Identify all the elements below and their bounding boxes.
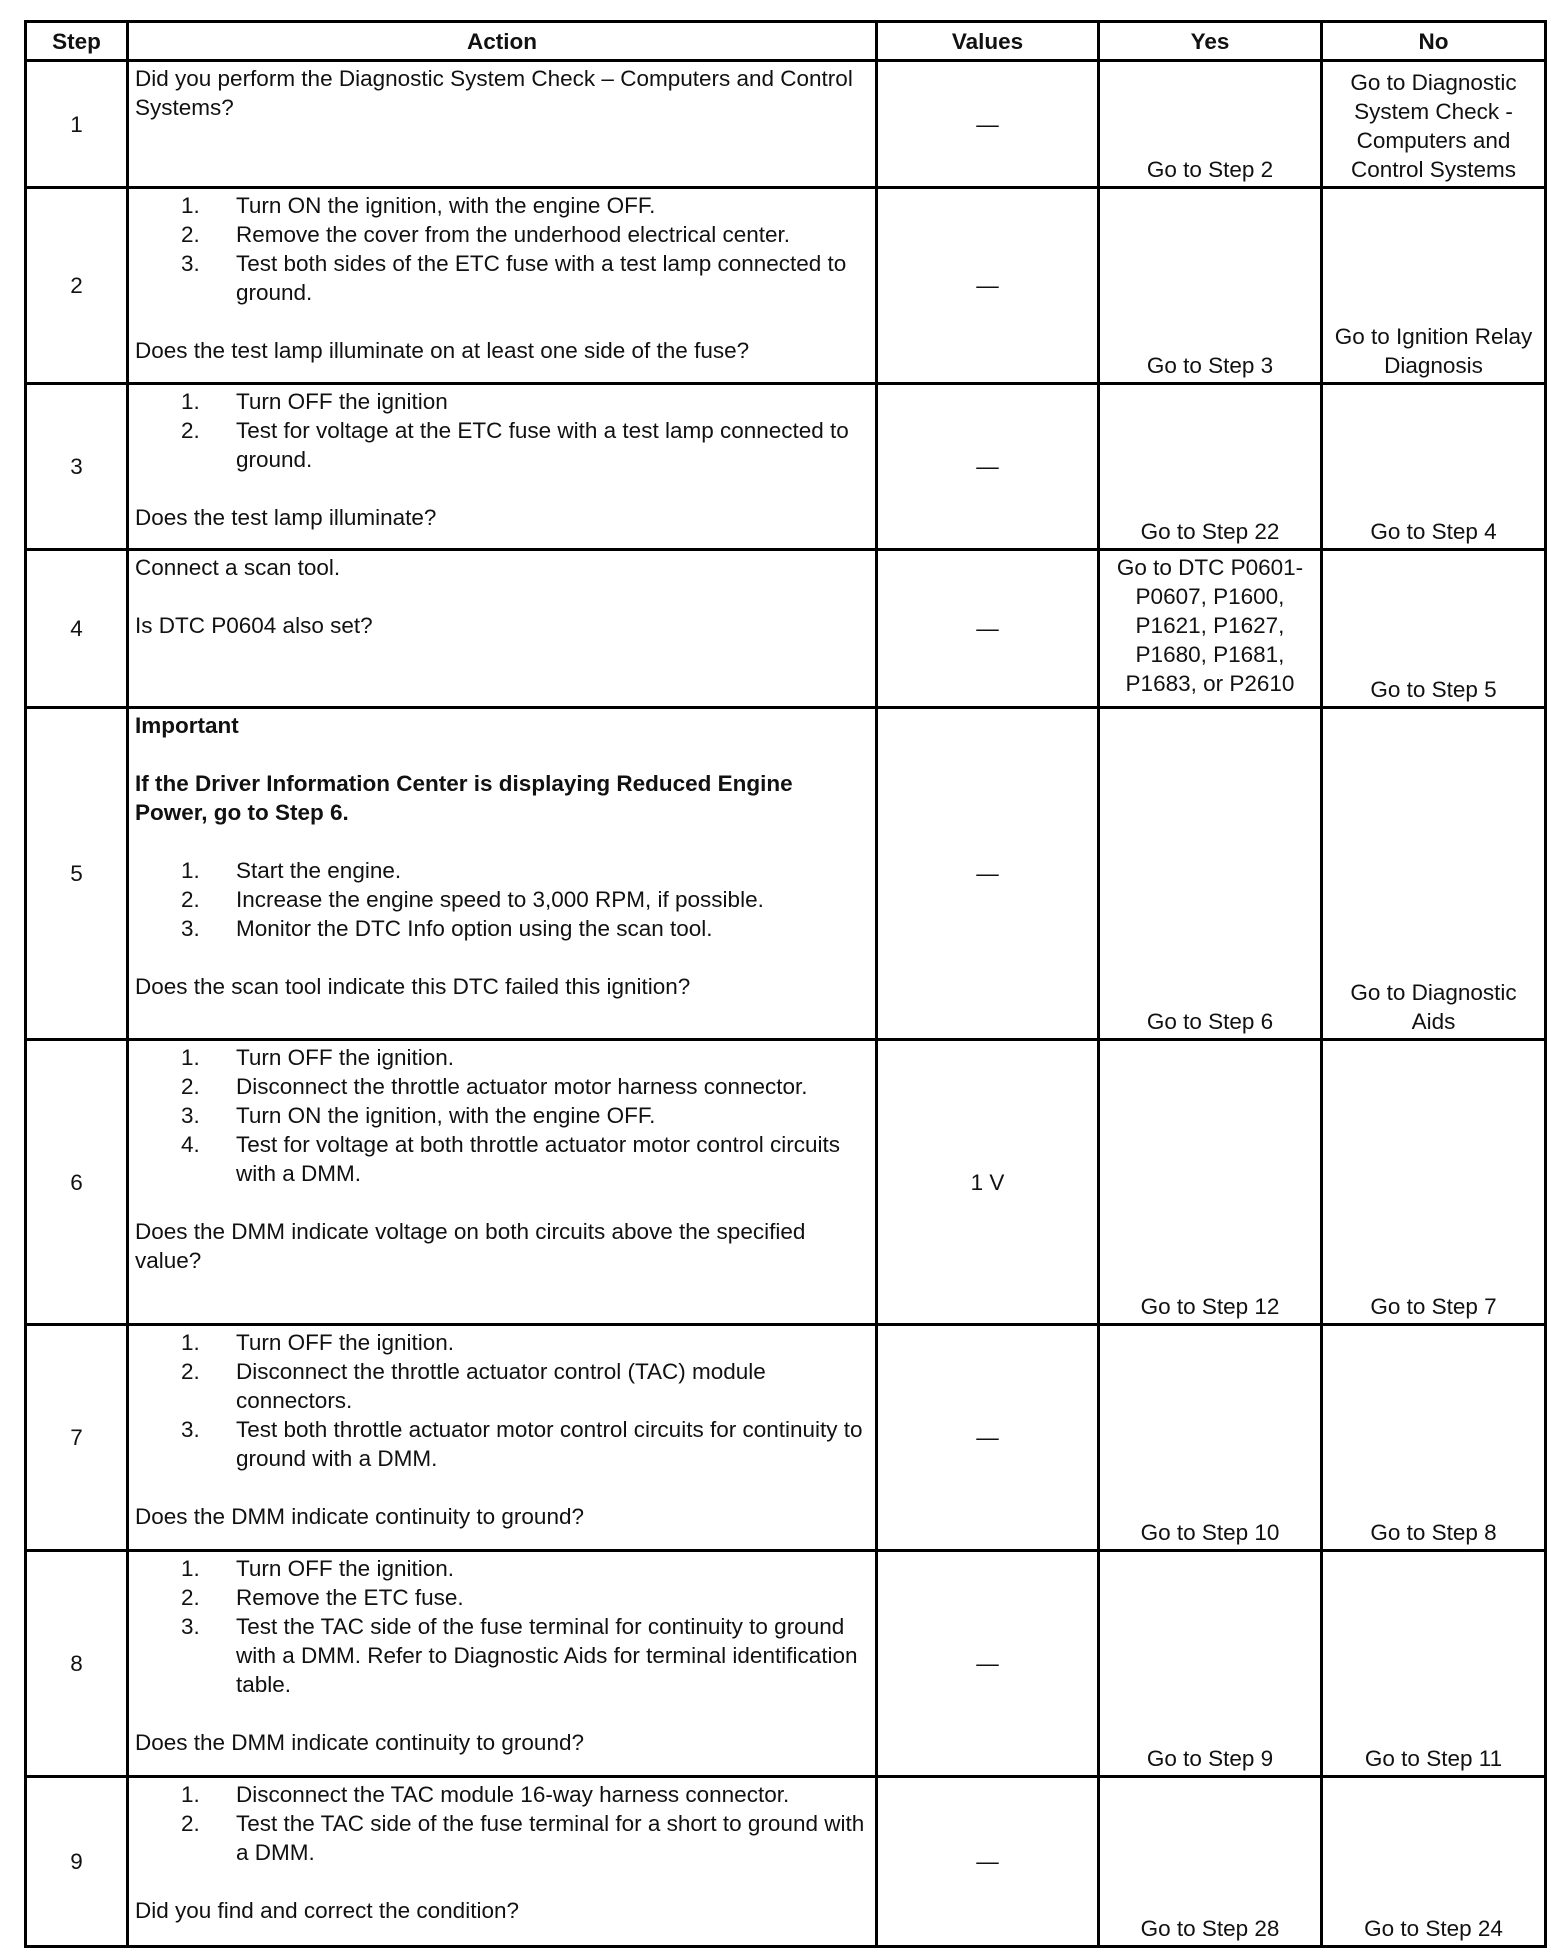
action-question: Does the DMM indicate continuity to ground? xyxy=(135,1504,584,1529)
list-item: 1. Start the engine. xyxy=(181,858,402,883)
yes-cell: Go to Step 9 xyxy=(1099,1551,1322,1777)
action-question: Did you find and correct the condition? xyxy=(135,1898,519,1923)
action-steps xyxy=(135,387,869,474)
action-steps xyxy=(135,1328,869,1473)
important-label: Important xyxy=(135,713,239,738)
step-number: 9 xyxy=(26,1777,128,1947)
list-item: 1. Turn OFF the ignition. xyxy=(181,1045,455,1070)
no-cell: Go to Step 5 xyxy=(1322,550,1546,708)
no-cell: Go to Step 7 xyxy=(1322,1040,1546,1325)
action-cell xyxy=(128,1777,877,1947)
table-row xyxy=(26,1040,1546,1325)
step-number: 6 xyxy=(26,1040,128,1325)
action-cell xyxy=(128,188,877,384)
action-steps xyxy=(135,1043,869,1188)
header-row xyxy=(26,22,1546,61)
header-yes: Yes xyxy=(1099,22,1322,61)
no-cell: Go to Step 8 xyxy=(1322,1325,1546,1551)
list-item: 3. Monitor the DTC Info option using the scan tool. xyxy=(181,916,713,941)
list-item: 1. Turn OFF the ignition. xyxy=(181,1330,455,1355)
table-row xyxy=(26,61,1546,188)
no-cell: Go to Step 4 xyxy=(1322,384,1546,550)
yes-cell: Go to Step 2 xyxy=(1099,61,1322,188)
value-cell: — xyxy=(877,550,1099,708)
action-question: Does the test lamp illuminate? xyxy=(135,505,437,530)
yes-cell: Go to DTC P0601-P0607, P1600, P1621, P1627, P1680, P1681, P1683, or P2610 xyxy=(1099,550,1322,708)
list-item: 3. Test both sides of the ETC fuse with a test lamp connected to ground. xyxy=(181,251,847,305)
list-item: 1. Turn OFF the ignition xyxy=(181,389,448,414)
step-number: 1 xyxy=(26,61,128,188)
important-text: If the Driver Information Center is displaying Reduced Engine Power, go to Step 6. xyxy=(135,771,793,825)
header-no: No xyxy=(1322,22,1546,61)
value-cell: — xyxy=(877,188,1099,384)
value-cell: — xyxy=(877,1551,1099,1777)
list-item: 1. Turn OFF the ignition. xyxy=(181,1556,455,1581)
step-number: 8 xyxy=(26,1551,128,1777)
table-row xyxy=(26,1777,1546,1947)
no-cell: Go to Diagnostic System Check - Computers and Control Systems xyxy=(1322,61,1546,188)
value-cell: — xyxy=(877,1777,1099,1947)
value-cell: — xyxy=(877,384,1099,550)
action-intro: Connect a scan tool. xyxy=(135,555,341,580)
yes-cell: Go to Step 12 xyxy=(1099,1040,1322,1325)
action-cell xyxy=(128,550,877,708)
table-row xyxy=(26,384,1546,550)
action-question: Does the test lamp illuminate on at least one side of the fuse? xyxy=(135,338,750,363)
step-number: 2 xyxy=(26,188,128,384)
action-question: Does the scan tool indicate this DTC failed this ignition? xyxy=(135,974,691,999)
list-item: 2. Remove the cover from the underhood electrical center. xyxy=(181,222,791,247)
no-cell: Go to Step 24 xyxy=(1322,1777,1546,1947)
list-item: 2. Test the TAC side of the fuse terminal for a short to ground with a DMM. xyxy=(181,1811,865,1865)
yes-cell: Go to Step 22 xyxy=(1099,384,1322,550)
list-item: 1. Disconnect the TAC module 16-way harness connector. xyxy=(181,1782,790,1807)
list-item: 2. Disconnect the throttle actuator motor harness connector. xyxy=(181,1074,808,1099)
step-number: 4 xyxy=(26,550,128,708)
yes-cell: Go to Step 3 xyxy=(1099,188,1322,384)
no-cell: Go to Step 11 xyxy=(1322,1551,1546,1777)
value-cell: — xyxy=(877,1325,1099,1551)
action-intro: Did you perform the Diagnostic System Check – Computers and Control Systems? xyxy=(135,66,853,120)
table-row xyxy=(26,1551,1546,1777)
list-item: 2. Remove the ETC fuse. xyxy=(181,1585,464,1610)
yes-cell: Go to Step 6 xyxy=(1099,708,1322,1040)
action-cell xyxy=(128,384,877,550)
value-cell: — xyxy=(877,708,1099,1040)
table-row xyxy=(26,1325,1546,1551)
action-steps xyxy=(135,856,869,943)
list-item: 3. Turn ON the ignition, with the engine OFF. xyxy=(181,1103,656,1128)
action-cell xyxy=(128,1325,877,1551)
header-action: Action xyxy=(128,22,877,61)
step-number: 5 xyxy=(26,708,128,1040)
list-item: 2. Disconnect the throttle actuator control (TAC) module connectors. xyxy=(181,1359,766,1413)
table-row xyxy=(26,708,1546,1040)
action-steps xyxy=(135,191,869,307)
list-item: 3. Test both throttle actuator motor control circuits for continuity to ground with a DMM. xyxy=(181,1417,863,1471)
action-steps xyxy=(135,1780,869,1867)
value-cell: — xyxy=(877,61,1099,188)
diagnostic-table xyxy=(24,20,1547,1948)
no-cell: Go to Diagnostic Aids xyxy=(1322,708,1546,1040)
yes-cell: Go to Step 10 xyxy=(1099,1325,1322,1551)
list-item: 4. Test for voltage at both throttle actuator motor control circuits with a DMM. xyxy=(181,1132,841,1186)
action-question: Does the DMM indicate voltage on both circuits above the specified value? xyxy=(135,1219,806,1273)
action-cell xyxy=(128,61,877,188)
no-cell: Go to Ignition Relay Diagnosis xyxy=(1322,188,1546,384)
header-step: Step xyxy=(26,22,128,61)
list-item: 3. Test the TAC side of the fuse terminal for continuity to ground with a DMM. Refer to Diagnostic Aids for terminal identification table. xyxy=(181,1614,858,1697)
action-steps xyxy=(135,1554,869,1699)
value-cell: 1 V xyxy=(877,1040,1099,1325)
table-row xyxy=(26,188,1546,384)
table-row xyxy=(26,550,1546,708)
step-number: 7 xyxy=(26,1325,128,1551)
list-item: 1. Turn ON the ignition, with the engine OFF. xyxy=(181,193,656,218)
action-cell xyxy=(128,1040,877,1325)
list-item: 2. Increase the engine speed to 3,000 RPM, if possible. xyxy=(181,887,764,912)
action-cell xyxy=(128,708,877,1040)
action-question: Is DTC P0604 also set? xyxy=(135,613,373,638)
action-question: Does the DMM indicate continuity to ground? xyxy=(135,1730,584,1755)
yes-cell: Go to Step 28 xyxy=(1099,1777,1322,1947)
action-cell xyxy=(128,1551,877,1777)
header-values: Values xyxy=(877,22,1099,61)
list-item: 2. Test for voltage at the ETC fuse with a test lamp connected to ground. xyxy=(181,418,849,472)
step-number: 3 xyxy=(26,384,128,550)
